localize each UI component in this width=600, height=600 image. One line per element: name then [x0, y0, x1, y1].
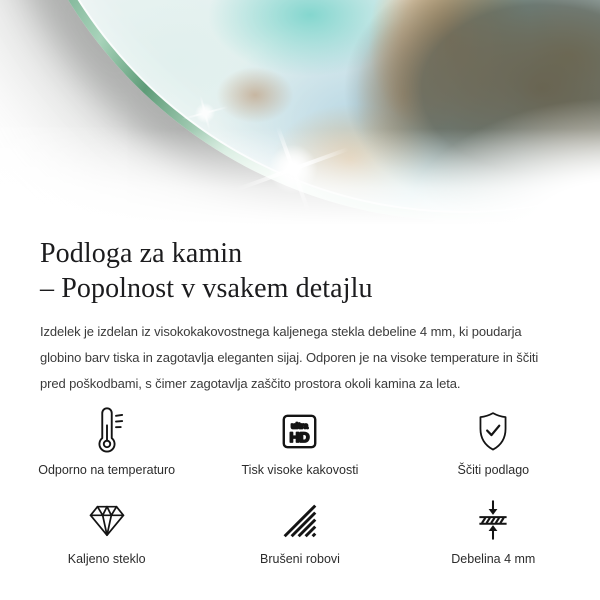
feature-label: Debelina 4 mm	[451, 552, 536, 566]
feature-beveled-edges	[203, 494, 396, 567]
feature-label: Brušeni robovi	[260, 552, 340, 566]
shield-check-icon	[475, 405, 511, 457]
feature-label: Odporno na temperaturo	[38, 463, 176, 477]
feature-label: Tisk visoke kakovosti	[241, 463, 359, 477]
ultra-hd-text-bottom: HD	[289, 428, 310, 445]
diamond-icon	[88, 494, 126, 546]
feature-thickness	[397, 494, 590, 567]
product-hero-image	[0, 0, 600, 230]
product-description: Izdelek je izdelan iz visokokakovostnega kaljenega stekla debeline 4 mm, ki poudarja globino barv tiska in zagotavlja eleganten sijaj. Odporen je na visoke temperature in ščiti pred poškodbami, s čimer zagotavlja zaščito prostora okoli kamina za leta.	[40, 324, 539, 391]
ultra-hd-text-top: ultra	[291, 421, 309, 431]
image-fade-overlay	[0, 0, 600, 230]
feature-label: Ščiti podlago	[457, 463, 530, 477]
title-line-2: – Popolnost v vsakem detajlu	[40, 273, 373, 304]
feature-print-quality	[203, 405, 396, 478]
title-line-1: Podloga za kamin	[40, 238, 243, 269]
feature-tempered-glass	[10, 494, 203, 567]
thermometer-icon	[89, 405, 125, 457]
ultra-hd-icon	[281, 405, 318, 457]
feature-temperature	[10, 405, 203, 478]
beveled-edges-icon	[282, 494, 317, 546]
feature-grid	[10, 405, 590, 567]
feature-label: Kaljeno steklo	[67, 552, 146, 566]
feature-protection	[397, 405, 590, 478]
page-title	[40, 236, 560, 306]
thickness-icon	[476, 494, 510, 546]
